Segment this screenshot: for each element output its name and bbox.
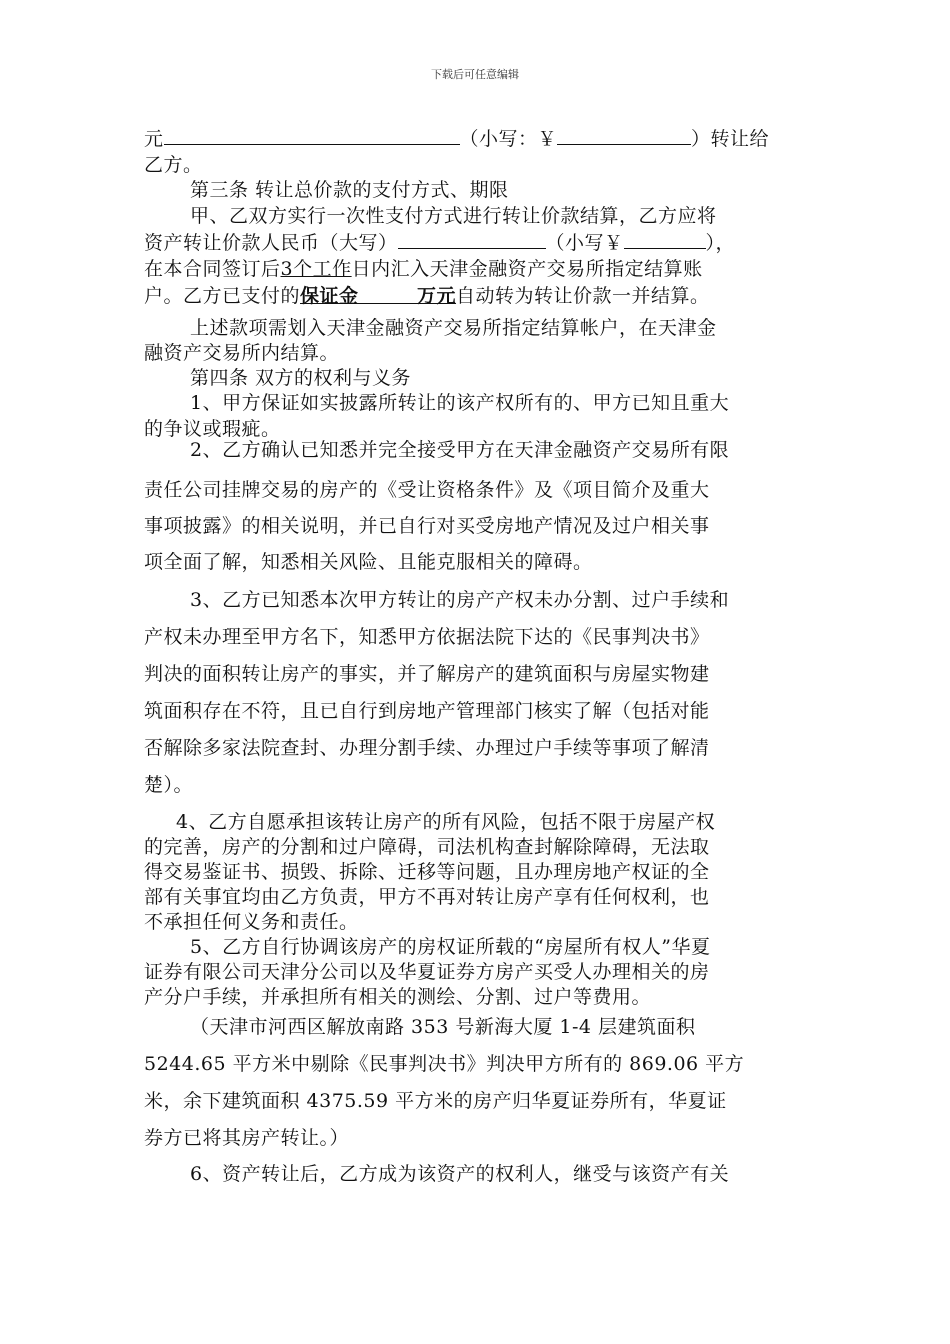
fill-in-blank bbox=[398, 230, 546, 249]
article-heading: 第四条 双方的权利与义务 bbox=[190, 367, 412, 389]
text-segment: 户。乙方已支付的 bbox=[144, 285, 301, 307]
text-line: （天津市河西区解放南路 353 号新海大厦 1-4 层建筑面积 bbox=[190, 1016, 696, 1038]
text-line: 部有关事宜均由乙方负责，甲方不再对转让房产享有任何权利，也 bbox=[144, 886, 710, 908]
text-line: 判决的面积转让房产的事实，并了解房产的建筑面积与房屋实物建 bbox=[144, 663, 710, 685]
text-line: 券方已将其房产转让。） bbox=[144, 1127, 350, 1149]
text-segment: 3个工作 bbox=[280, 258, 352, 280]
page-header-note: 下载后可任意编辑 bbox=[431, 68, 519, 81]
text-line: 否解除多家法院查封、办理分割手续、办理过户手续等事项了解清 bbox=[144, 737, 710, 759]
fill-in-blank bbox=[624, 230, 706, 249]
text-segment: 自动转为转让价款一并结算。 bbox=[456, 285, 710, 307]
text-line: 的完善，房产的分割和过户障碍，司法机构查封解除障碍，无法取 bbox=[144, 836, 710, 858]
text-line: 6、资产转让后，乙方成为该资产的权利人，继受与该资产有关 bbox=[190, 1163, 730, 1185]
text-segment: （小写：￥ bbox=[459, 128, 558, 150]
text-line: 甲、乙双方实行一次性支付方式进行转让价款结算，乙方应将 bbox=[190, 205, 717, 227]
text-line: 筑面积存在不符，且已自行到房地产管理部门核实了解（包括对能 bbox=[144, 700, 710, 722]
text-line: 融资产交易所内结算。 bbox=[144, 342, 340, 364]
text-line: 上述款项需划入天津金融资产交易所指定结算帐户，在天津金 bbox=[190, 317, 717, 339]
text-segment: （小写￥ bbox=[545, 232, 624, 254]
text-line: 乙方。 bbox=[144, 154, 203, 176]
text-line: 得交易鉴证书、损毁、拆除、迁移等问题，且办理房地产权证的全 bbox=[144, 861, 710, 883]
text-line bbox=[144, 257, 703, 281]
article-heading: 第三条 转让总价款的支付方式、期限 bbox=[190, 179, 509, 201]
text-line: 证券有限公司天津分公司以及华夏证券方房产买受人办理相关的房 bbox=[144, 961, 710, 983]
text-line: 不承担任何义务和责任。 bbox=[144, 911, 359, 933]
text-line: 楚）。 bbox=[144, 774, 194, 796]
text-line: 米，余下建筑面积 4375.59 平方米的房产归华夏证券所有，华夏证 bbox=[144, 1090, 727, 1112]
text-line: 项全面了解，知悉相关风险、且能克服相关的障碍。 bbox=[144, 551, 593, 573]
text-segment: 元 bbox=[144, 128, 164, 150]
fill-in-blank bbox=[164, 126, 460, 145]
text-segment: ）转让给 bbox=[691, 128, 770, 150]
text-line: 4、乙方自愿承担该转让房产的所有风险，包括不限于房屋产权 bbox=[176, 811, 716, 833]
text-segment: 日内汇入天津金融资产交易所指定结算账 bbox=[351, 258, 703, 280]
text-line bbox=[144, 126, 769, 151]
text-segment: 在本合同签订后 bbox=[144, 258, 281, 280]
text-line: 责任公司挂牌交易的房产的《受让资格条件》及《项目简介及重大 bbox=[144, 479, 710, 501]
text-segment: 保证金 万元 bbox=[300, 285, 457, 307]
text-line: 2、乙方确认已知悉并完全接受甲方在天津金融资产交易所有限 bbox=[190, 439, 730, 461]
text-line bbox=[144, 284, 710, 308]
text-line bbox=[144, 230, 735, 255]
text-line: 的争议或瑕疵。 bbox=[144, 418, 281, 440]
text-line: 事项披露》的相关说明，并已自行对买受房地产情况及过户相关事 bbox=[144, 515, 710, 537]
text-line: 产权未办理至甲方名下，知悉甲方依据法院下达的《民事判决书》 bbox=[144, 626, 710, 648]
text-line: 3、乙方已知悉本次甲方转让的房产产权未办分割、过户手续和 bbox=[190, 589, 730, 611]
text-line: 1、甲方保证如实披露所转让的该产权所有的、甲方已知且重大 bbox=[190, 392, 730, 414]
text-line: 5244.65 平方米中剔除《民事判决书》判决甲方所有的 869.06 平方 bbox=[144, 1053, 745, 1075]
fill-in-blank bbox=[557, 126, 691, 145]
text-segment: 资产转让价款人民币（大写） bbox=[144, 232, 398, 254]
text-segment: ）， bbox=[705, 232, 736, 254]
text-line: 产分户手续，并承担所有相关的测绘、分割、过户等费用。 bbox=[144, 986, 652, 1008]
text-line: 5、乙方自行协调该房产的房权证所载的“房屋所有权人”华夏 bbox=[190, 936, 711, 958]
